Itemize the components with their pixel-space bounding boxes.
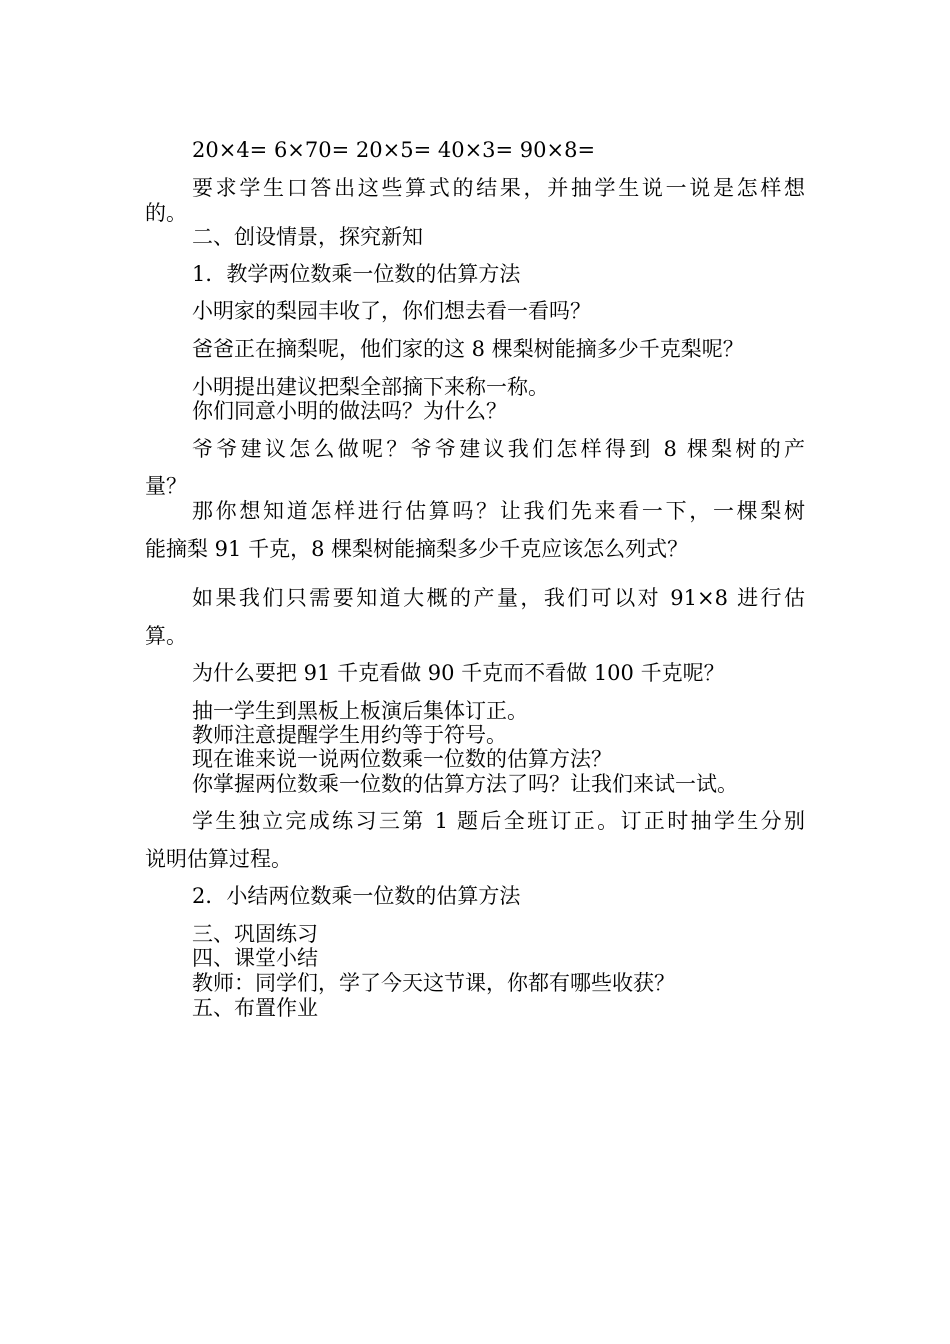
paragraph-line: 小明家的梨园丰收了，你们想去看一看吗？ — [192, 299, 591, 323]
paragraph-line: 学生独立完成练习三第 1 题后全班订正。订正时抽学生分别 — [192, 809, 805, 833]
paragraph-line: 说明估算过程。 — [145, 847, 292, 871]
paragraph-line: 的。 — [145, 201, 187, 225]
paragraph-line: 为什么要把 91 千克看做 90 千克而不看做 100 千克呢？ — [192, 661, 725, 685]
paragraph-line: 要求学生口答出这些算式的结果，并抽学生说一说是怎样想 — [192, 176, 805, 200]
paragraph-line: 教师：同学们，学了今天这节课，你都有哪些收获？ — [192, 971, 675, 995]
paragraph-line: 能摘梨 91 千克，8 棵梨树能摘梨多少千克应该怎么列式？ — [145, 537, 689, 561]
paragraph-line: 你掌握两位数乘一位数的估算方法了吗？让我们来试一试。 — [192, 772, 738, 796]
section-heading-2: 二、创设情景，探究新知 — [192, 225, 423, 249]
paragraph-line: 你们同意小明的做法吗？为什么？ — [192, 399, 507, 423]
paragraph-line: 量？ — [145, 474, 187, 498]
paragraph-line: 爸爸正在摘梨呢，他们家的这 8 棵梨树能摘多少千克梨呢？ — [192, 337, 744, 361]
section-heading-3: 三、巩固练习 — [192, 922, 318, 946]
oral-calc-problems: 20×4= 6×70= 20×5= 40×3= 90×8= — [192, 138, 596, 162]
paragraph-line: 教师注意提醒学生用约等于符号。 — [192, 723, 507, 747]
paragraph-line: 抽一学生到黑板上板演后集体订正。 — [192, 699, 528, 723]
paragraph-line: 现在谁来说一说两位数乘一位数的估算方法？ — [192, 747, 612, 771]
section-heading-4: 四、课堂小结 — [192, 946, 318, 970]
paragraph-line: 算。 — [145, 624, 187, 648]
paragraph-line: 如果我们只需要知道大概的产量，我们可以对 91×8 进行估 — [192, 586, 805, 610]
subsection-heading-1: 1．教学两位数乘一位数的估算方法 — [192, 262, 521, 286]
subsection-heading-2: 2．小结两位数乘一位数的估算方法 — [192, 884, 521, 908]
paragraph-line: 那你想知道怎样进行估算吗？让我们先来看一下，一棵梨树 — [192, 499, 805, 523]
paragraph-line: 爷爷建议怎么做呢？爷爷建议我们怎样得到 8 棵梨树的产 — [192, 437, 805, 461]
section-heading-5: 五、布置作业 — [192, 996, 318, 1020]
paragraph-line: 小明提出建议把梨全部摘下来称一称。 — [192, 375, 549, 399]
